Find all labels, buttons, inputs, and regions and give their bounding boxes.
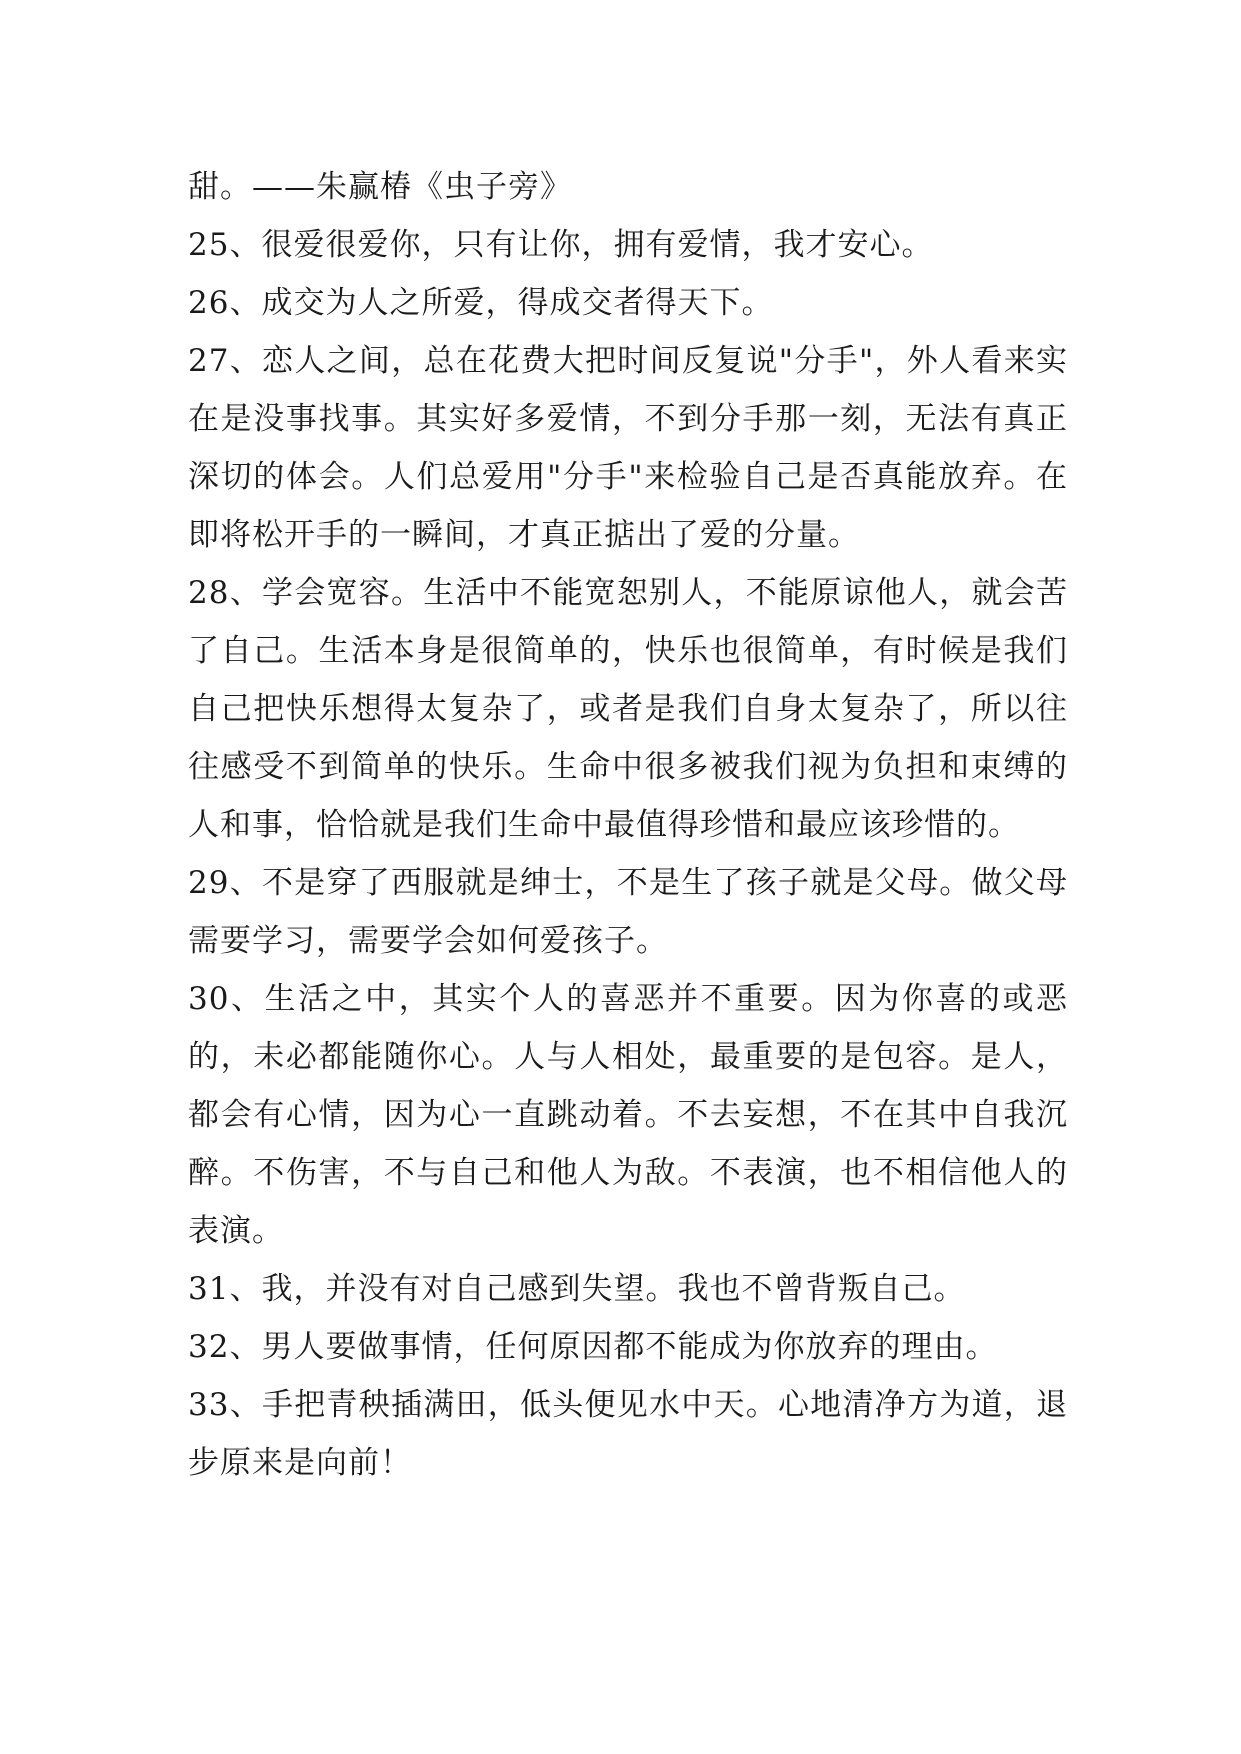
paragraph-25: 25、很爱很爱你，只有让你，拥有爱情，我才安心。 (188, 227, 934, 263)
paragraph-31: 31、我，并没有对自己感到失望。我也不曾背叛自己。 (188, 1271, 966, 1307)
paragraph-28: 28、学会宽容。生活中不能宽恕别人，不能原谅他人，就会苦了自己。生活本身是很简单的，快乐也很简单，有时候是我们自己把快乐想得太复杂了，或者是我们自身太复杂了，所以往往感受不到简单的快乐。生命中很多被我们视为负担和束缚的人和事，恰恰就是我们生命中最值得珍惜和最应该珍惜的。 (188, 575, 1068, 843)
document-body (188, 158, 1068, 1492)
paragraph-32: 32、男人要做事情，任何原因都不能成为你放弃的理由。 (188, 1329, 998, 1365)
paragraph-quote-ending: 甜。——朱赢椿《虫子旁》 (188, 169, 572, 205)
paragraph-30: 30、生活之中，其实个人的喜恶并不重要。因为你喜的或恶的，未必都能随你心。人与人相处，最重要的是包容。是人，都会有心情，因为心一直跳动着。不去妄想，不在其中自我沉醉。不伤害，不与自己和他人为敌。不表演，也不相信他人的表演。 (188, 981, 1068, 1249)
paragraph-29: 29、不是穿了西服就是绅士，不是生了孩子就是父母。做父母需要学习，需要学会如何爱孩子。 (188, 865, 1068, 959)
paragraph-27: 27、恋人之间，总在花费大把时间反复说"分手"，外人看来实在是没事找事。其实好多爱情，不到分手那一刻，无法有真正深切的体会。人们总爱用"分手"来检验自己是否真能放弃。在即将松开手的一瞬间，才真正掂出了爱的分量。 (188, 343, 1068, 553)
paragraph-26: 26、成交为人之所爱，得成交者得天下。 (188, 285, 774, 321)
paragraph-33: 33、手把青秧插满田，低头便见水中天。心地清净方为道，退步原来是向前！ (188, 1387, 1068, 1481)
